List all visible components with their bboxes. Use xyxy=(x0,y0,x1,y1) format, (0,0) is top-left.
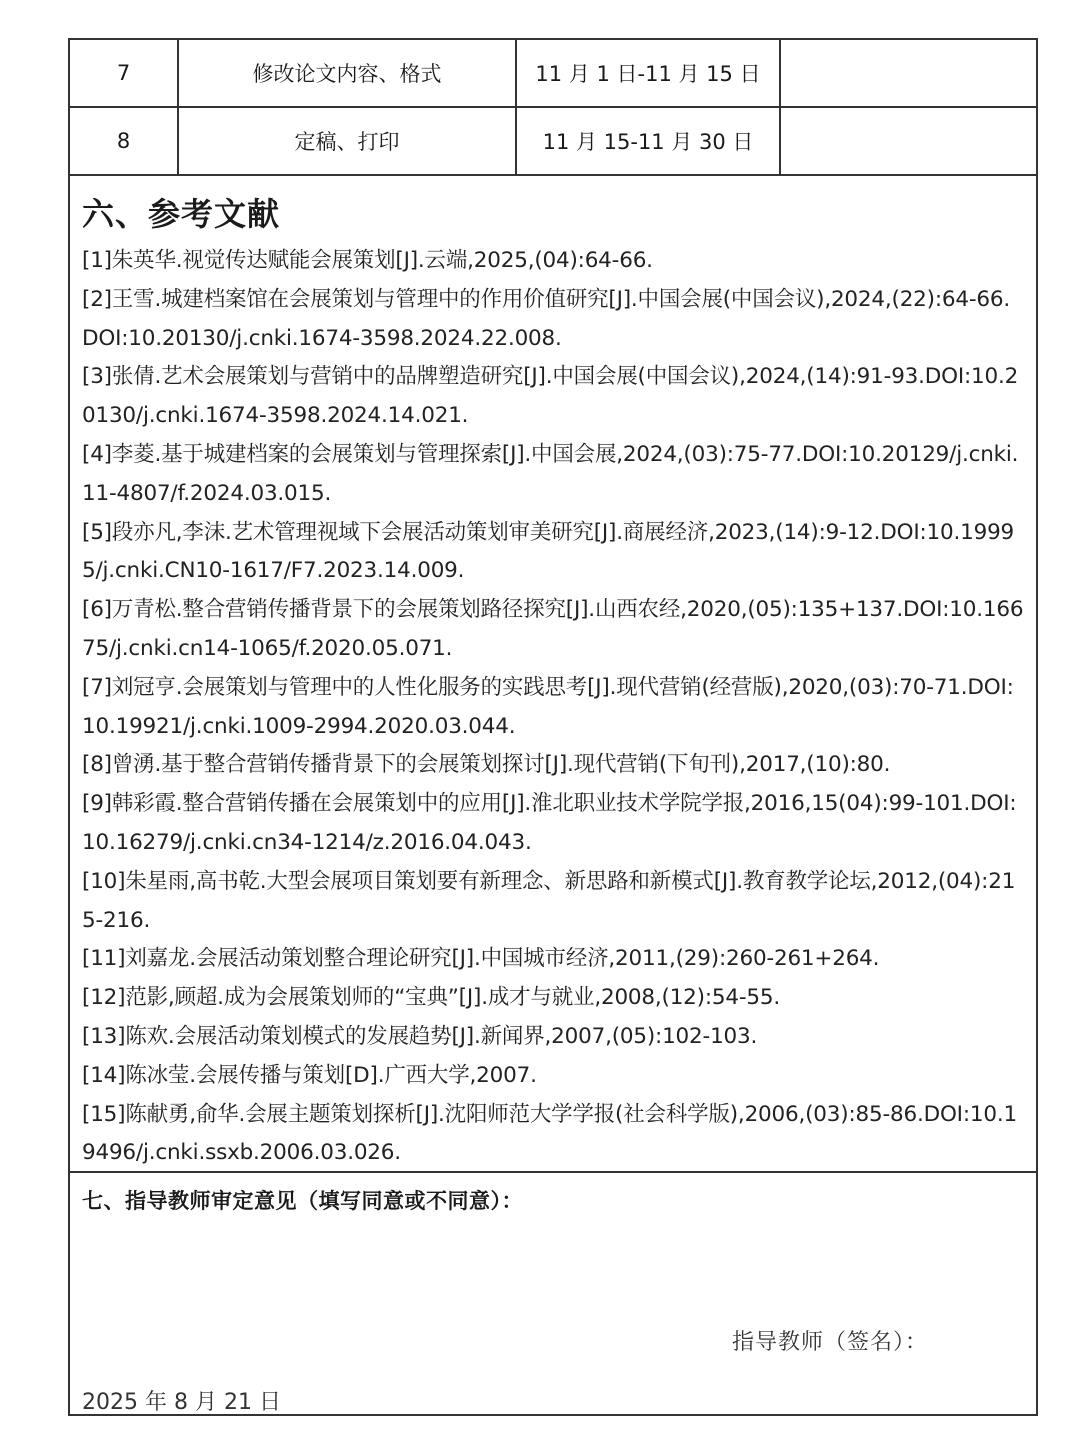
note-cell xyxy=(780,40,1036,107)
task-cell: 定稿、打印 xyxy=(178,107,516,175)
reference-item: [4]李菱.基于城建档案的会展策划与管理探索[J].中国会展,2024,(03):75-77.DOI:10.20129/j.cnki.11-4807/f.2024.03.015. xyxy=(82,441,1019,506)
reference-item: [15]陈献勇,俞华.会展主题策划探析[J].沈阳师范大学学报(社会科学版),2006,(03):85-86.DOI:10.19496/j.cnki.ssxb.2006.03.026. xyxy=(82,1101,1017,1166)
reference-item: [1]朱英华.视觉传达赋能会展策划[J].云端,2025,(04):64-66. xyxy=(82,248,653,273)
period-cell: 11 月 15-11 月 30 日 xyxy=(516,107,780,175)
reference-item: [12]范影,顾超.成为会展策划师的“宝典”[J].成才与就业,2008,(12):54-55. xyxy=(82,985,781,1011)
reference-item: [8]曾湧.基于整合营销传播背景下的会展策划探讨[J].现代营销(下旬刊),2017,(10):80. xyxy=(82,752,891,778)
row-number: 7 xyxy=(70,40,178,107)
reference-list xyxy=(82,242,1024,1173)
table-row xyxy=(70,40,1036,107)
reference-item: [9]韩彩霞.整合营销传播在会展策划中的应用[J].淮北职业技术学院学报,2016,15(04):99-101.DOI:10.16279/j.cnki.cn34-1214/z.2016.04.043. xyxy=(82,791,1017,855)
task-cell: 修改论文内容、格式 xyxy=(178,40,516,107)
row-number: 8 xyxy=(70,107,178,175)
reference-item: [5]段亦凡,李沫.艺术管理视域下会展活动策划审美研究[J].商展经济,2023,(14):9-12.DOI:10.19995/j.cnki.CN10-1617/F7.2023.14.009. xyxy=(82,519,1015,584)
reference-item: [3]张倩.艺术会展策划与营销中的品牌塑造研究[J].中国会展(中国会议),2024,(14):91-93.DOI:10.20130/j.cnki.1674-3598.2024.14.021. xyxy=(82,364,1019,429)
table-row xyxy=(70,107,1036,175)
period-cell: 11 月 1 日-11 月 15 日 xyxy=(516,40,780,107)
reference-item: [14]陈冰莹.会展传播与策划[D].广西大学,2007. xyxy=(82,1062,537,1088)
reference-item: [11]刘嘉龙.会展活动策划整合理论研究[J].中国城市经济,2011,(29):260-261+264. xyxy=(82,946,880,972)
reference-item: [6]万青松.整合营销传播背景下的会展策划路径探究[J].山西农经,2020,(05):135+137.DOI:10.16675/j.cnki.cn14-1065/f.2020.05.071. xyxy=(82,597,1024,661)
form-page xyxy=(68,38,1038,1416)
reference-item: [10]朱星雨,高书乾.大型会展项目策划要有新理念、新思路和新模式[J].教育教学论坛,2012,(04):215-216. xyxy=(82,868,1016,933)
note-cell xyxy=(780,107,1036,175)
references-section xyxy=(70,180,1036,1173)
review-date: 2025 年 8 月 21 日 xyxy=(82,1390,281,1415)
signature-label: 指导教师（签名）： xyxy=(731,1330,928,1355)
supervisor-review-section xyxy=(70,1173,1036,1414)
references-heading: 六、参考文献 xyxy=(82,195,281,233)
schedule-table xyxy=(70,40,1036,176)
reference-item: [2]王雪.城建档案馆在会展策划与管理中的作用价值研究[J].中国会展(中国会议),2024,(22):64-66.DOI:10.20130/j.cnki.1674-3598.2024.22.008. xyxy=(82,286,1010,351)
reference-item: [13]陈欢.会展活动策划模式的发展趋势[J].新闻界,2007,(05):102-103. xyxy=(82,1023,758,1049)
review-heading: 七、指导教师审定意见（填写同意或不同意）： xyxy=(82,1189,523,1213)
reference-item: [7]刘冠亨.会展策划与管理中的人性化服务的实践思考[J].现代营销(经营版),2020,(03):70-71.DOI:10.19921/j.cnki.1009-2994.2020.03.044. xyxy=(82,674,1014,739)
